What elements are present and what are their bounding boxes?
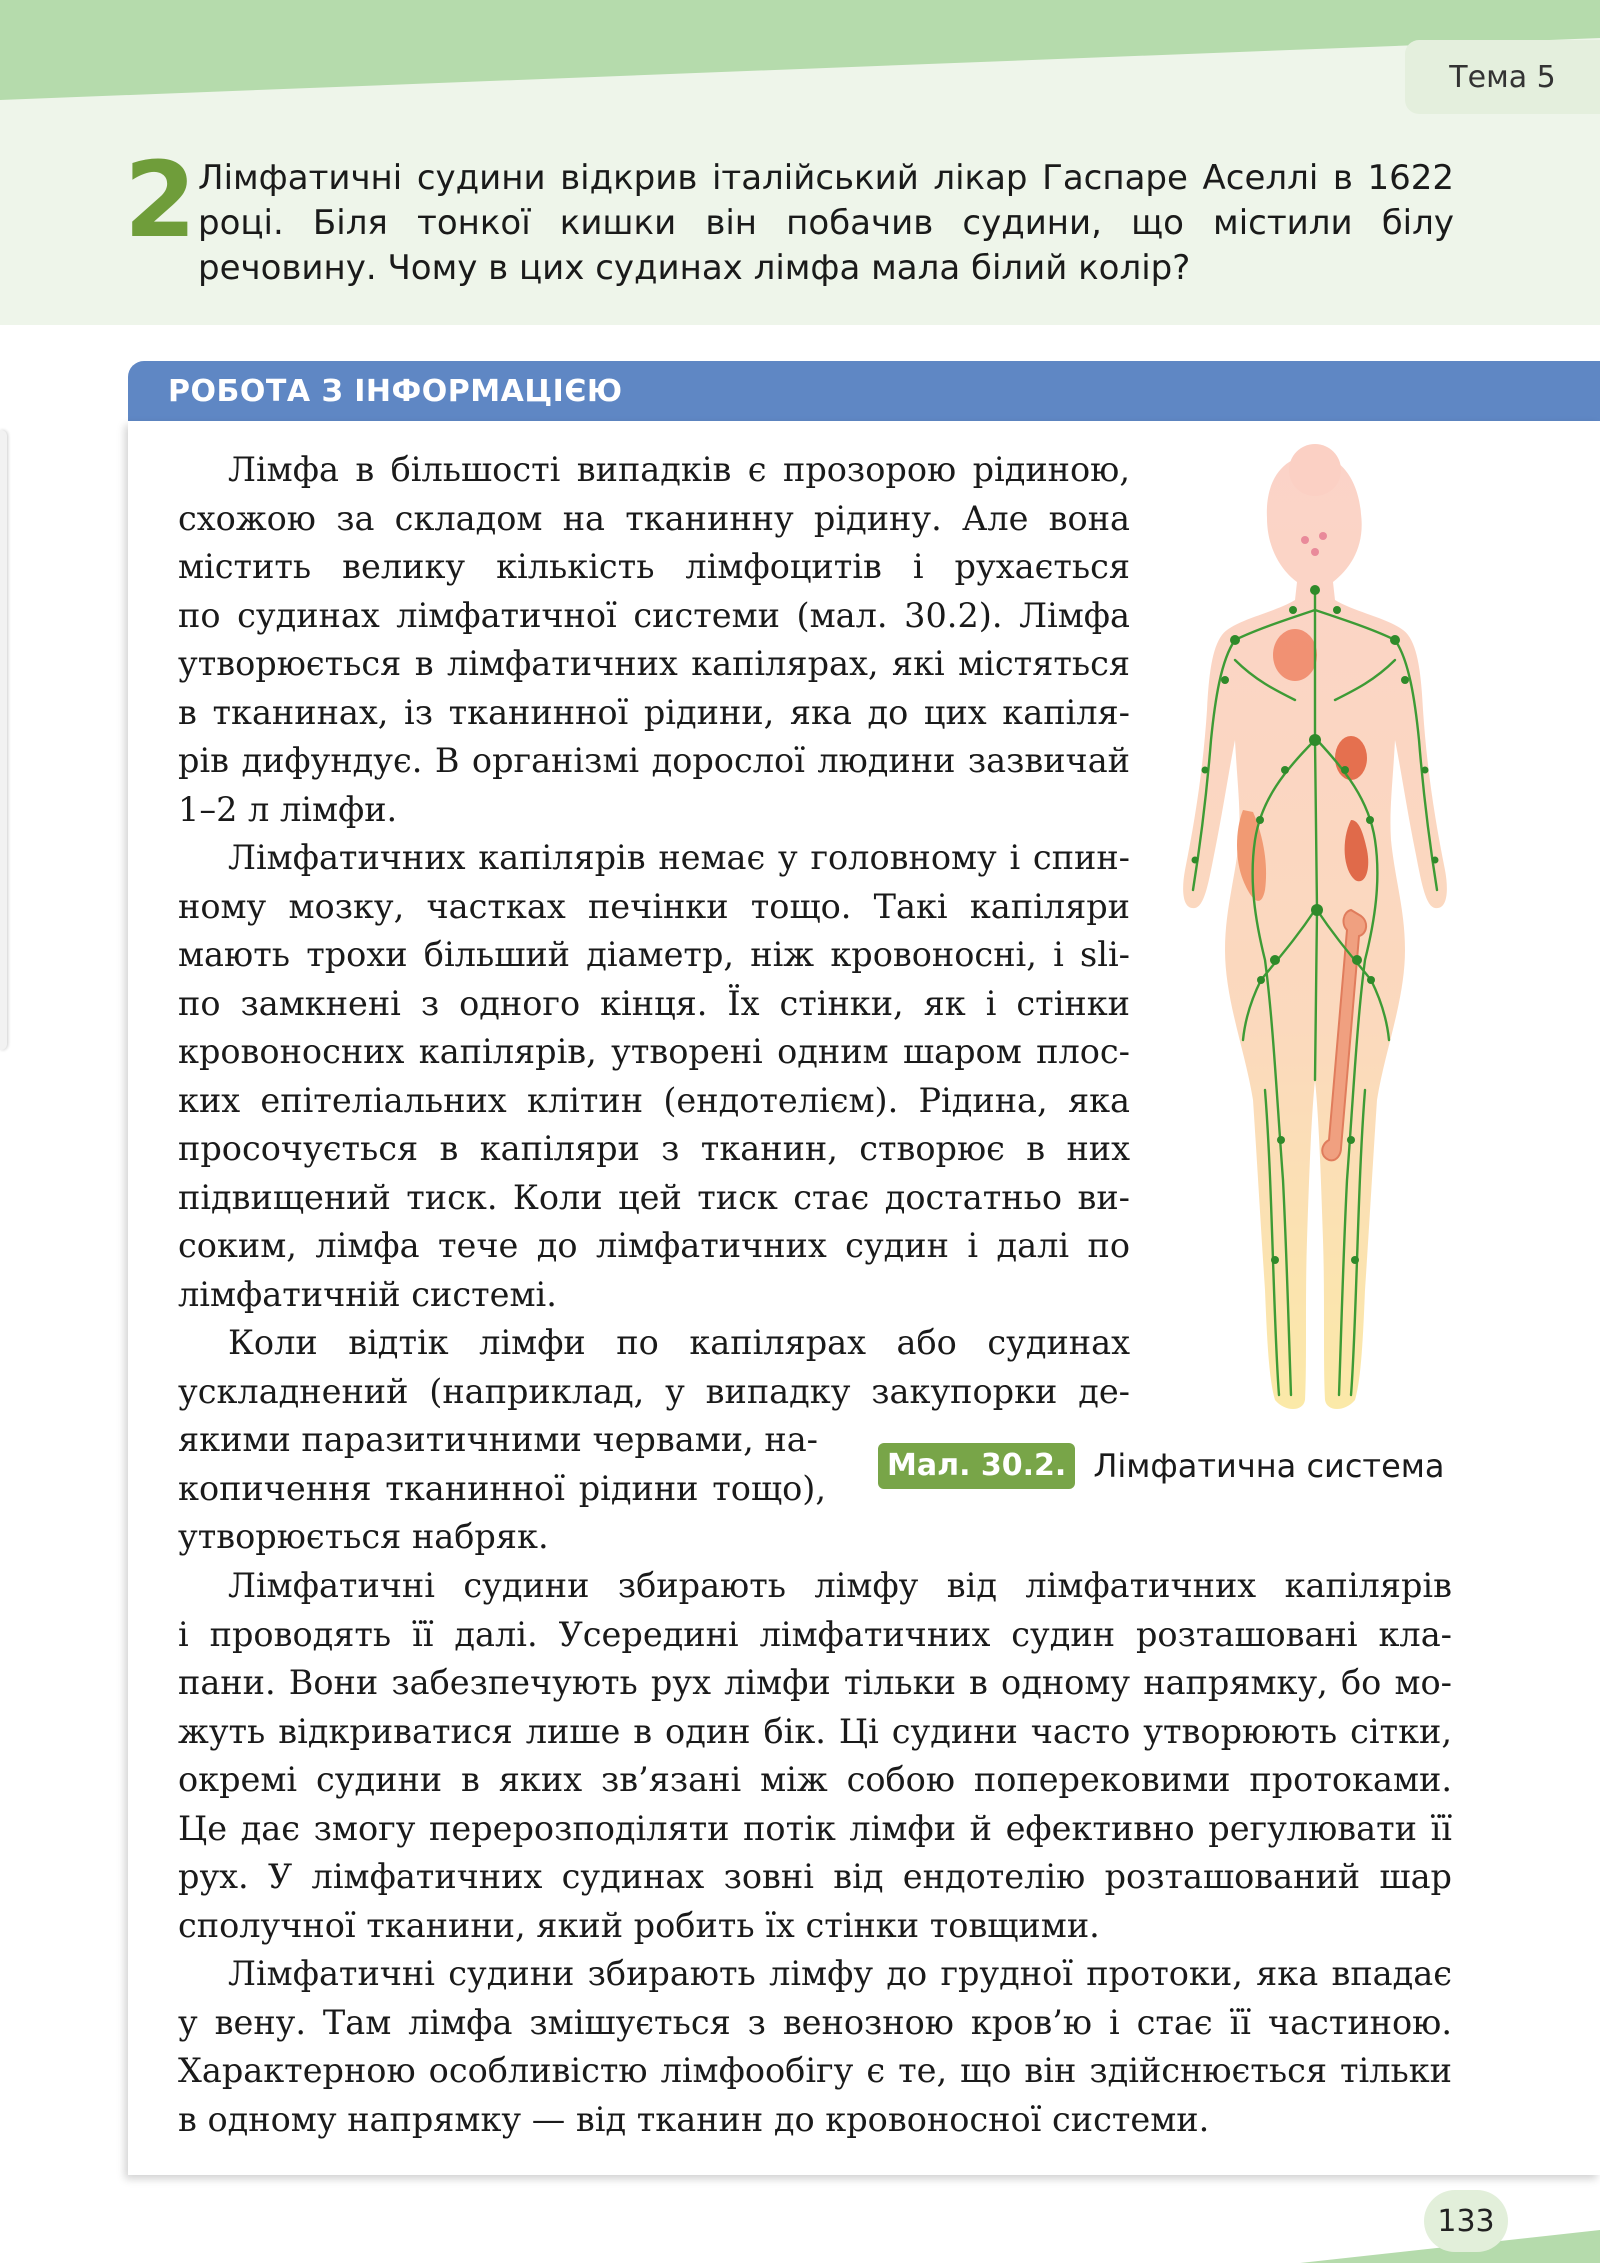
text-line: в тканинах, із тканинної рідини, яка до цих капіля- xyxy=(178,692,1130,732)
top-stripe xyxy=(0,0,1600,110)
text-line: пани. Вони забезпечують рух лімфи тільки в одному напрямку, бо мо- xyxy=(178,1663,1452,1702)
paragraph-5 xyxy=(178,1950,1452,2144)
text-line: і проводять її далі. Усередині лімфатичних судин розташовані кла- xyxy=(178,1614,1452,1654)
text-line: містить велику кількість лімфоцитів і рухається xyxy=(178,547,1130,586)
task-number: 2 xyxy=(124,139,193,261)
text-line: в одному напрямку — від тканин до кровоносної системи. xyxy=(178,2099,1210,2139)
text-line: кровоносних капілярів, утворені одним шаром плос- xyxy=(178,1032,1130,1071)
text-line: по судинах лімфатичної системи (мал. 30.2). Лімфа xyxy=(178,595,1130,635)
topic-label: Тема 5 xyxy=(1405,40,1600,114)
paragraph-2 xyxy=(178,834,1130,1319)
text-line: Лімфатичні судини збирають лімфу до грудної протоки, яка впадає xyxy=(228,1954,1452,1993)
text-line: мають трохи більший діаметр, ніж кровоносні, і slі- xyxy=(178,935,1130,974)
text-line: ускладнений (наприклад, у випадку закупорки де- xyxy=(178,1371,1130,1411)
text-line: схожою за складом на тканинну рідину. Але вона xyxy=(178,498,1130,538)
text-line: якими паразитичними червами, на- xyxy=(178,1420,819,1459)
text-line: просочується в капіляри з тканин, створює в них xyxy=(178,1129,1130,1168)
text-line: рів дифундує. В організмі дорослої людини зазвичай xyxy=(178,741,1130,780)
text-line: жуть відкриватися лише в один бік. Ці судини часто утворюють сітки, xyxy=(178,1711,1452,1751)
text-line: утворюється набряк. xyxy=(178,1517,549,1556)
text-line: ких епітеліальних клітин (ендотелієм). Рідина, яка xyxy=(178,1080,1130,1120)
text-line: Характерною особливістю лімфообігу є те, що він здійснюється тільки xyxy=(178,2051,1452,2090)
paragraph-3 xyxy=(178,1319,1130,1562)
paragraph-1 xyxy=(178,446,1130,834)
text-line: по замкнені з одного кінця. Їх стінки, як і стінки xyxy=(178,983,1130,1023)
page-number: 133 xyxy=(1424,2190,1508,2252)
figure-badge: Мал. 30.2. xyxy=(878,1443,1075,1489)
text-line: Коли відтік лімфи по капілярах або судинах xyxy=(228,1323,1130,1362)
text-line: утворюється в лімфатичних капілярах, які містяться xyxy=(178,644,1130,683)
figure-caption-text: Лімфатична система xyxy=(1093,1447,1445,1485)
text-line: ному мозку, частках печінки тощо. Такі капіляри xyxy=(178,886,1130,926)
text-line: сполучної тканини, який робить їх стінки товщими. xyxy=(178,1905,1100,1945)
text-line: соким, лімфа тече до лімфатичних судин і далі по xyxy=(178,1226,1130,1265)
figure-caption xyxy=(878,1442,1445,1490)
text-line: Лімфатичних капілярів немає у головному і спин- xyxy=(228,838,1130,877)
text-line: 1–2 л лімфи. xyxy=(178,789,398,829)
page-edge-tab xyxy=(0,430,7,1050)
text-line: у вену. Там лімфа змішується з венозною кров’ю і стає її частиною. xyxy=(178,2002,1452,2042)
text-line: Лімфатичні судини збирають лімфу від лімфатичних капілярів xyxy=(228,1566,1452,1605)
text-line: Лімфа в більшості випадків є прозорою рідиною, xyxy=(228,450,1130,489)
section-title: РОБОТА З ІНФОРМАЦІЄЮ xyxy=(168,374,623,409)
lymphatic-system-illustration xyxy=(1165,440,1465,1420)
text-line: підвищений тиск. Коли цей тиск стає достатньо ви- xyxy=(178,1177,1130,1217)
text-line: Це дає змогу перерозподіляти потік лімфи й ефективно регулювати її xyxy=(178,1808,1452,1848)
text-line: копичення тканинної рідини тощо), xyxy=(178,1468,826,1508)
section-header xyxy=(128,361,1600,421)
text-line: лімфатичній системі. xyxy=(178,1274,557,1314)
text-line: рух. У лімфатичних судинах зовні від ендотелію розташований шар xyxy=(178,1857,1452,1896)
text-line: окремі судини в яких зв’язані між собою поперековими протоками. xyxy=(178,1760,1452,1799)
paragraph-4 xyxy=(178,1562,1452,1950)
task-text: Лімфатичні судини відкрив італійський лікар Гаспаре Аселлі в 1622 році. Біля тонкої кишки він побачив судини, що містили білу речовину. Чому в цих судинах лімфа мала білий колір? xyxy=(198,158,1454,288)
